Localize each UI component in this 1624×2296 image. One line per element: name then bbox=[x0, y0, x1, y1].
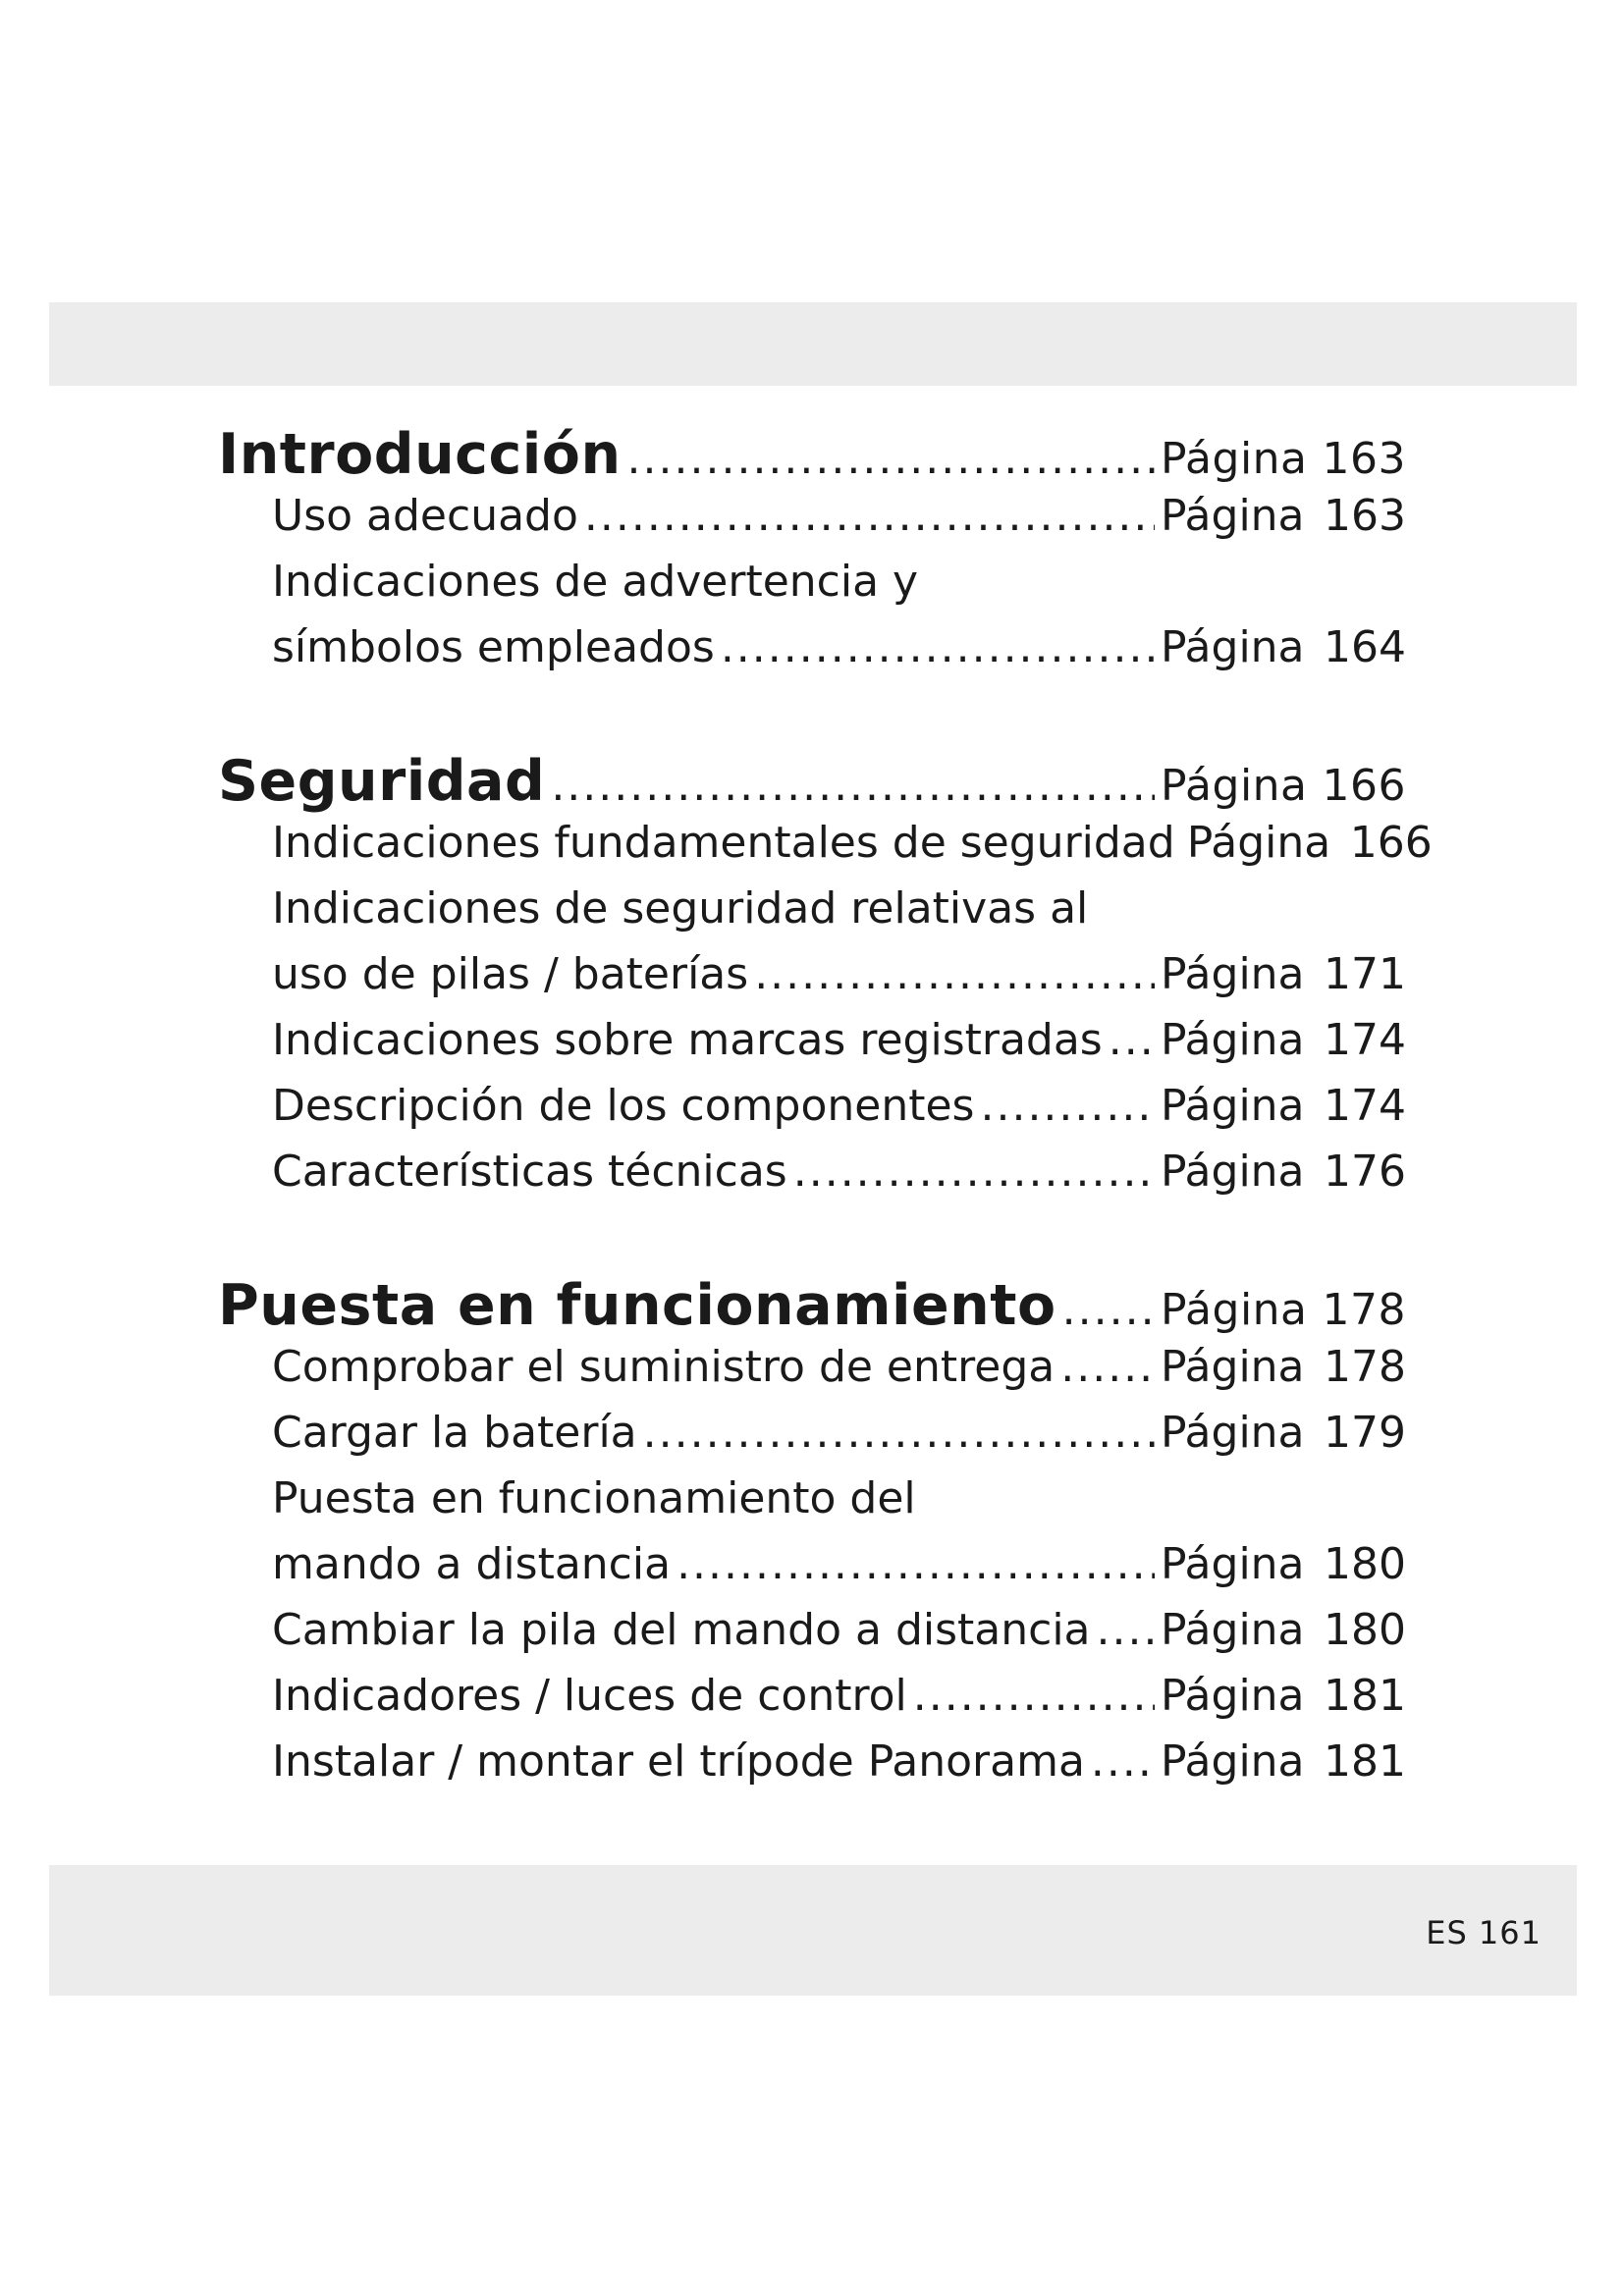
page-label: Página bbox=[1161, 1342, 1305, 1392]
footer-band bbox=[49, 1865, 1577, 1996]
toc-item-title: Cargar la batería bbox=[272, 1408, 637, 1458]
page-number: 180 bbox=[1324, 1539, 1406, 1589]
toc-heading-title: Seguridad bbox=[218, 749, 546, 814]
toc-section-seguridad bbox=[218, 749, 1433, 1212]
toc-item-title: Descripción de los componentes bbox=[272, 1081, 975, 1131]
toc-item-title: Instalar / montar el trípode Panorama bbox=[272, 1736, 1085, 1787]
toc-item-title: Cambiar la pila del mando a distancia bbox=[272, 1605, 1091, 1655]
dot-leader bbox=[551, 761, 1155, 811]
dot-leader bbox=[584, 491, 1155, 541]
toc-heading-entry[interactable] bbox=[218, 749, 1406, 818]
page-label: Página bbox=[1161, 1147, 1305, 1197]
page-number: 181 bbox=[1324, 1671, 1406, 1721]
page-number: 174 bbox=[1324, 1015, 1406, 1065]
page-footer-label: ES 161 bbox=[1426, 1914, 1542, 1951]
toc-section-puesta-en-funcionamiento bbox=[218, 1273, 1406, 1802]
toc-item-entry[interactable] bbox=[218, 818, 1433, 883]
dot-leader bbox=[793, 1147, 1155, 1197]
toc-item-title: Puesta en funcionamiento del bbox=[272, 1473, 916, 1523]
toc-item-entry[interactable] bbox=[218, 1736, 1406, 1802]
toc-heading-entry[interactable] bbox=[218, 1273, 1406, 1342]
toc-section-introduccion bbox=[218, 422, 1406, 688]
page-number: 176 bbox=[1324, 1147, 1406, 1197]
toc-item-title: Indicaciones sobre marcas registradas bbox=[272, 1015, 1103, 1065]
page-number: 178 bbox=[1324, 1342, 1406, 1392]
dot-leader bbox=[913, 1671, 1155, 1721]
toc-heading-title: Puesta en funcionamiento bbox=[218, 1273, 1056, 1338]
table-of-contents bbox=[218, 422, 1433, 1863]
toc-item-title: Comprobar el suministro de entrega bbox=[272, 1342, 1056, 1392]
page-number: 179 bbox=[1324, 1408, 1406, 1458]
toc-heading-title: Introducción bbox=[218, 422, 622, 487]
toc-item-entry[interactable] bbox=[218, 1408, 1406, 1473]
page-label: Página bbox=[1161, 761, 1308, 811]
page-label: Página bbox=[1161, 1015, 1305, 1065]
toc-item-title: Indicadores / luces de control bbox=[272, 1671, 907, 1721]
header-band bbox=[49, 302, 1577, 386]
toc-item-title: Indicaciones fundamentales de seguridad bbox=[272, 818, 1175, 868]
toc-item-title: Características técnicas bbox=[272, 1147, 787, 1197]
toc-item-title: Uso adecuado bbox=[272, 491, 578, 541]
dot-leader bbox=[627, 434, 1155, 484]
page-label: Página bbox=[1161, 1081, 1305, 1131]
toc-item-title: símbolos empleados bbox=[272, 622, 715, 672]
page-label: Página bbox=[1186, 818, 1331, 868]
page-label: Página bbox=[1161, 949, 1305, 999]
page-number: 174 bbox=[1324, 1081, 1406, 1131]
toc-item-entry[interactable] bbox=[218, 491, 1406, 557]
toc-item-title: mando a distancia bbox=[272, 1539, 672, 1589]
toc-item-title-line1[interactable] bbox=[218, 883, 1406, 949]
dot-leader bbox=[1060, 1342, 1155, 1392]
dot-leader bbox=[1062, 1285, 1155, 1335]
dot-leader bbox=[643, 1408, 1155, 1458]
toc-item-entry[interactable] bbox=[218, 1539, 1406, 1605]
dot-leader bbox=[754, 949, 1155, 999]
page-label: Página bbox=[1161, 1736, 1305, 1787]
dot-leader bbox=[721, 622, 1155, 672]
page-number: 181 bbox=[1324, 1736, 1406, 1787]
toc-item-title-line1[interactable] bbox=[218, 1473, 1406, 1539]
page-label: Página bbox=[1161, 1605, 1305, 1655]
page-number: 178 bbox=[1322, 1285, 1406, 1335]
page-label: Página bbox=[1161, 1408, 1305, 1458]
page-label: Página bbox=[1161, 491, 1305, 541]
toc-item-entry[interactable] bbox=[218, 1081, 1406, 1147]
toc-item-entry[interactable] bbox=[218, 949, 1406, 1015]
page-number: 180 bbox=[1324, 1605, 1406, 1655]
page-number: 166 bbox=[1349, 818, 1433, 868]
page-number: 171 bbox=[1324, 949, 1406, 999]
toc-item-title: uso de pilas / baterías bbox=[272, 949, 749, 999]
toc-item-title: Indicaciones de advertencia y bbox=[272, 557, 919, 607]
toc-item-entry[interactable] bbox=[218, 1147, 1406, 1212]
page-label: Página bbox=[1161, 1539, 1305, 1589]
toc-item-entry[interactable] bbox=[218, 1342, 1406, 1408]
page-number: 163 bbox=[1324, 491, 1406, 541]
page-label: Página bbox=[1161, 622, 1305, 672]
toc-item-title-line1[interactable] bbox=[218, 557, 1406, 622]
dot-leader bbox=[1097, 1605, 1155, 1655]
dot-leader bbox=[1091, 1736, 1155, 1787]
page-number: 164 bbox=[1324, 622, 1406, 672]
toc-item-entry[interactable] bbox=[218, 1605, 1406, 1671]
toc-item-entry[interactable] bbox=[218, 622, 1406, 688]
dot-leader bbox=[677, 1539, 1155, 1589]
toc-item-title: Indicaciones de seguridad relativas al bbox=[272, 883, 1089, 934]
page-number: 166 bbox=[1322, 761, 1406, 811]
dot-leader bbox=[980, 1081, 1155, 1131]
page-label: Página bbox=[1161, 1285, 1308, 1335]
toc-heading-entry[interactable] bbox=[218, 422, 1406, 491]
toc-item-entry[interactable] bbox=[218, 1671, 1406, 1736]
page-label: Página bbox=[1161, 434, 1308, 484]
page-number: 163 bbox=[1322, 434, 1406, 484]
page-label: Página bbox=[1161, 1671, 1305, 1721]
toc-item-entry[interactable] bbox=[218, 1015, 1406, 1081]
dot-leader bbox=[1109, 1015, 1155, 1065]
